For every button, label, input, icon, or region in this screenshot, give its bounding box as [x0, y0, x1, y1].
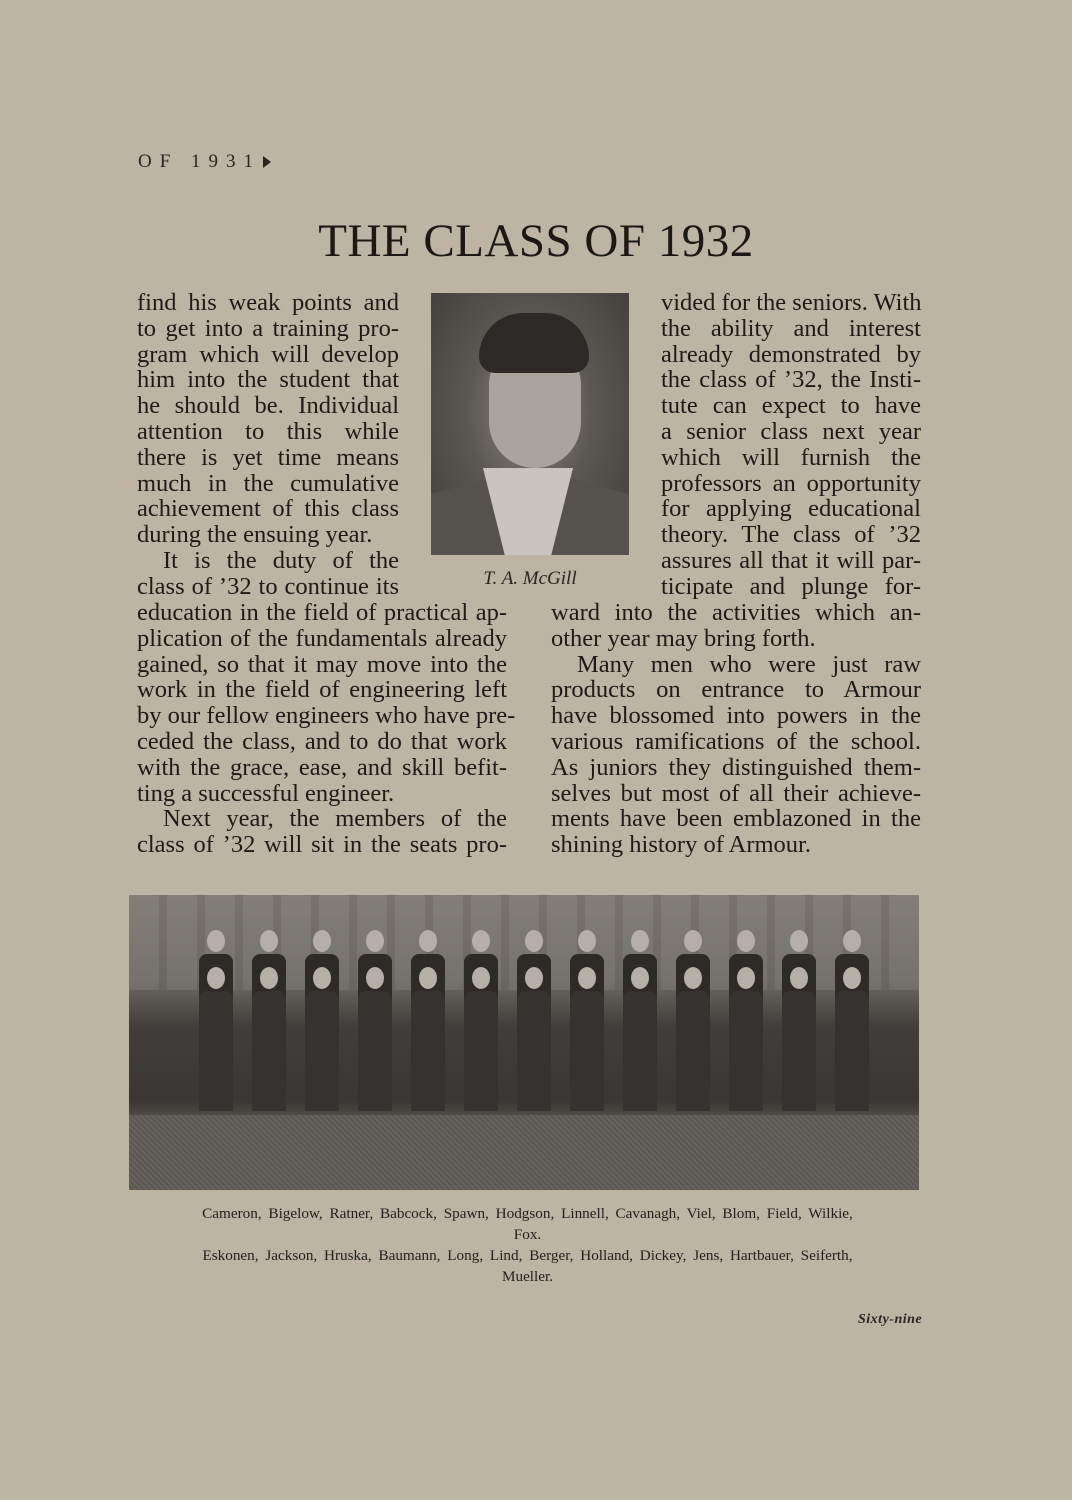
text-line: him into the student that: [137, 366, 399, 394]
portrait-caption: T. A. McGill: [483, 568, 577, 589]
text-line: much in the cumulative: [137, 469, 399, 497]
text-line: tute can expect to have: [661, 392, 921, 420]
text-line: professors an opportunity: [661, 469, 921, 497]
text-line: It is the duty of the: [163, 546, 399, 574]
person: [835, 967, 869, 1117]
person: [464, 967, 498, 1117]
text-line: ward into the activities which an-: [551, 599, 921, 626]
text-line: ticipate and plunge for-: [661, 572, 921, 600]
text-line: work in the field of engineering left: [137, 676, 507, 704]
group-photo-caption: [195, 1203, 860, 1287]
text-line: products on entrance to Armour: [551, 676, 921, 704]
text-line: ments have been emblazoned in the: [551, 805, 921, 833]
page-number: Sixty-nine: [858, 1312, 923, 1327]
text-line: various ramifications of the school.: [551, 727, 921, 755]
text-line: ceded the class, and to do that work: [137, 727, 507, 755]
text-line: gained, so that it may move into the: [137, 650, 507, 678]
text-line: other year may bring forth.: [551, 624, 816, 652]
text-line: by our fellow engineers who have pre-: [137, 702, 516, 730]
text-line: attention to this while: [137, 417, 399, 445]
caption-line-front-row: Eskonen, Jackson, Hruska, Baumann, Long, Lind, Berger, Holland, Dickey, Jens, Hartbauer, Seiferth,: [202, 1247, 853, 1264]
person: [305, 967, 339, 1117]
person: [782, 967, 816, 1117]
text-line: he should be. Individual: [137, 392, 399, 420]
person: [358, 967, 392, 1117]
person: [411, 967, 445, 1117]
text-column-right-top: [661, 290, 921, 600]
text-line: with the grace, ease, and skill befit-: [137, 753, 507, 781]
page-title: THE CLASS OF 1932: [318, 215, 754, 267]
text-line: have blossomed into powers in the: [551, 702, 921, 730]
text-line: a senior class next year: [661, 417, 921, 445]
text-line: plication of the fundamentals already: [137, 624, 507, 652]
text-line: find his weak points and: [137, 289, 399, 316]
text-line: assures all that it will par-: [661, 546, 921, 574]
text-line: the class of ’32, the Insti-: [661, 366, 921, 394]
text-line: during the ensuing year.: [137, 521, 373, 549]
group-photo: [129, 895, 919, 1190]
running-head: [138, 151, 271, 173]
text-line: already demonstrated by: [661, 340, 921, 368]
running-head-text: OF 1931: [138, 151, 262, 172]
text-line: Next year, the members of the: [163, 805, 507, 833]
text-line: gram which will develop: [137, 340, 399, 368]
caption-line-back-row: Cameron, Bigelow, Ratner, Babcock, Spawn, Hodgson, Linnell, Cavanagh, Viel, Blom, Field, Wilkie, Fox.: [202, 1205, 853, 1243]
grass: [129, 1115, 919, 1190]
text-line: selves but most of all their achieve-: [551, 779, 921, 807]
text-line: there is yet time means: [137, 443, 399, 471]
text-line: education in the field of practical ap-: [137, 599, 507, 626]
text-column-left-top: [137, 290, 399, 600]
person: [729, 967, 763, 1117]
text-line: for applying educational: [661, 495, 921, 523]
portrait-photo: [431, 293, 629, 555]
person: [676, 967, 710, 1117]
text-line: which will furnish the: [661, 443, 921, 471]
text-line: achievement of this class: [137, 495, 399, 523]
text-line: As juniors they distinguished them-: [551, 753, 921, 781]
text-line: class of ’32 to continue its: [137, 572, 399, 600]
person: [517, 967, 551, 1117]
text-line: class of ’32 will sit in the seats pro-: [137, 831, 507, 859]
caption-line-front-row-cont: Mueller.: [501, 1268, 554, 1285]
triangle-right-icon: [263, 156, 271, 168]
text-line: ting a successful engineer.: [137, 779, 395, 807]
text-column-left-bottom: [137, 599, 516, 859]
text-line: to get into a training pro-: [137, 314, 399, 342]
front-row: [189, 967, 879, 1117]
person: [570, 967, 604, 1117]
text-line: theory. The class of ’32: [661, 521, 921, 549]
text-line: shining history of Armour.: [551, 831, 811, 859]
person: [623, 967, 657, 1117]
person: [252, 967, 286, 1117]
text-line: the ability and interest: [661, 314, 921, 342]
person: [199, 967, 233, 1117]
text-column-right-bottom: [551, 600, 921, 858]
text-line: vided for the seniors. With: [661, 289, 922, 316]
text-line: Many men who were just raw: [577, 650, 921, 678]
